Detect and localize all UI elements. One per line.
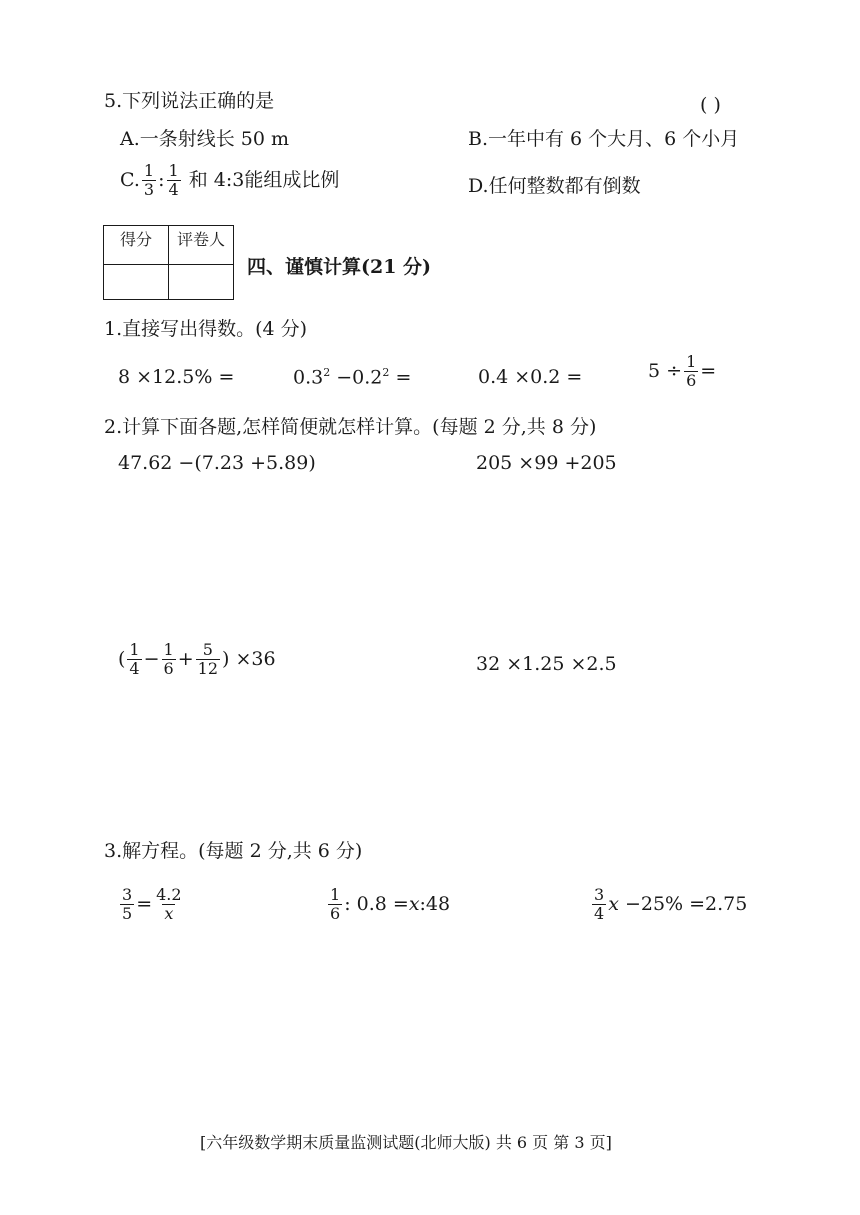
oral-calc-4: 5 ÷ $\frac{1}{6}$ = <box>648 352 717 391</box>
part-2-title: 2.计算下面各题,怎样简便就怎样计算。(每题 2 分,共 8 分) <box>104 416 597 438</box>
option-c-prefix: C. <box>120 168 140 191</box>
equation-3: $\frac{3}{4}$ x −25% =2.75 <box>594 885 748 924</box>
fraction-one-third: $\frac{1}{3}$ <box>143 161 155 200</box>
problem-4: 32 ×1.25 ×2.5 <box>476 653 617 675</box>
problem-3: ( $\frac{1}{4}$ − $\frac{1}{6}$ + $\frac{5}{12}$ ) ×36 <box>118 640 276 679</box>
section-4-title: 四、谨慎计算(21 分) <box>247 256 432 278</box>
question-5-stem: 5.下列说法正确的是 <box>104 90 275 112</box>
option-c <box>120 162 339 200</box>
ratio-colon: : <box>158 168 165 191</box>
fraction-one-quarter: $\frac{1}{4}$ <box>168 161 179 200</box>
fraction-one-sixth: $\frac{1}{6}$ <box>686 352 697 391</box>
fraction-five-twelfths: $\frac{5}{12}$ <box>197 640 218 679</box>
fraction-4-2-over-x: $\frac{4.2}{x}$ <box>156 885 182 924</box>
option-b: B.一年中有 6 个大月、6 个小月 <box>468 128 740 150</box>
equation-2: $\frac{1}{6}$ : 0.8 =x:48 <box>330 885 451 924</box>
fraction-three-fifths: $\frac{3}{5}$ <box>122 885 133 924</box>
grader-cell[interactable] <box>169 265 234 300</box>
page-footer: [六年级数学期末质量监测试题(北师大版) 共 6 页 第 3 页] <box>200 1133 612 1152</box>
score-table <box>103 225 234 300</box>
fraction-quarter: $\frac{1}{4}$ <box>129 640 140 679</box>
problem-2: 205 ×99 +205 <box>476 452 617 474</box>
answer-paren: ( ) <box>700 94 721 116</box>
score-header: 得分 <box>104 226 169 265</box>
part-3-title: 3.解方程。(每题 2 分,共 6 分) <box>104 840 363 862</box>
option-a: A.一条射线长 50 m <box>120 128 290 150</box>
oral-calc-3: 0.4 ×0.2 = <box>478 366 583 388</box>
grader-header: 评卷人 <box>169 226 234 265</box>
fraction-one-sixth-eq: $\frac{1}{6}$ <box>330 885 341 924</box>
fraction-sixth: $\frac{1}{6}$ <box>163 640 174 679</box>
score-cell[interactable] <box>104 265 169 300</box>
option-d: D.任何整数都有倒数 <box>468 175 641 197</box>
part-1-title: 1.直接写出得数。(4 分) <box>104 318 308 340</box>
equation-1: $\frac{3}{5}$ = $\frac{4.2}{x}$ <box>122 885 182 924</box>
fraction-three-quarters: $\frac{3}{4}$ <box>594 885 605 924</box>
problem-1: 47.62 −(7.23 +5.89) <box>118 452 316 474</box>
oral-calc-2: $0.3^2 -0.2^2$ = <box>293 366 412 389</box>
option-c-suffix: 和 4:3能组成比例 <box>182 168 340 191</box>
oral-calc-1: 8 ×12.5% = <box>118 366 235 388</box>
